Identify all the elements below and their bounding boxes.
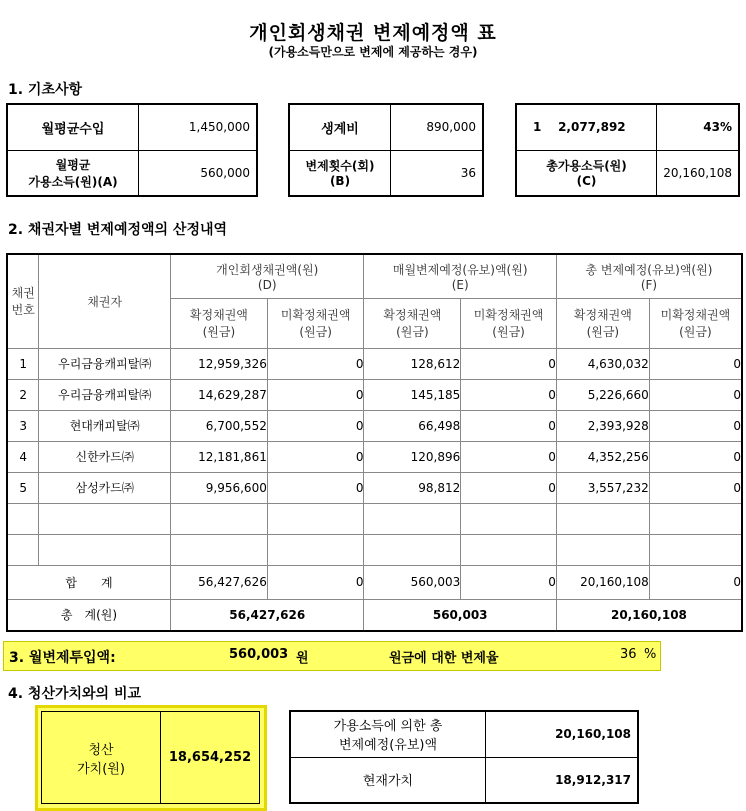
page-subtitle: (가용소득만으로 변제에 제공하는 경우) [268, 45, 478, 59]
total-d: 56,427,626 [170, 599, 364, 631]
section4-heading: 4. 청산가치와의 비교 [8, 686, 141, 702]
total-available-value: 20,160,108 [657, 150, 740, 196]
liquidation-label-line2: 가치(원) [77, 761, 125, 777]
available-income-value: 560,000 [139, 150, 258, 196]
creditor-table [6, 253, 743, 632]
liquidation-value: 18,654,252 [161, 712, 260, 804]
row-f-unconfirmed: 0 [649, 379, 742, 410]
group-d-header [170, 254, 364, 298]
comparison-box [289, 710, 639, 804]
row-d-unconfirmed: 0 [267, 441, 364, 472]
page-title: 개인회생채권 변제예정액 표 [249, 22, 497, 44]
monthly-repayment-amount: 560,003 [229, 647, 289, 662]
row-f-unconfirmed: 0 [649, 441, 742, 472]
row-e-confirmed: 128,612 [364, 348, 461, 379]
row-no: 3 [7, 410, 39, 441]
row-f-confirmed: 5,226,660 [556, 379, 649, 410]
empty-row [7, 534, 742, 565]
table-row [7, 348, 742, 379]
subtotal-label: 합 계 [7, 565, 170, 599]
total-f: 20,160,108 [556, 599, 742, 631]
repayment-count-label-line1: 변제횟수(회) [305, 159, 375, 174]
f-confirmed-header [556, 298, 649, 348]
row-creditor: 삼성카드㈜ [39, 472, 171, 503]
living-cost-value: 890,000 [391, 104, 484, 150]
f-unconfirmed-line1: 미확정채권액 [660, 308, 731, 322]
group-e-header [364, 254, 556, 298]
repayment-count-value: 36 [391, 150, 484, 196]
scheduled-repayment-label [290, 711, 486, 757]
empty-row [7, 503, 742, 534]
living-cost-box [288, 103, 484, 197]
monthly-income-label: 월평균수입 [7, 104, 139, 150]
section1-heading: 1. 기초사항 [8, 82, 83, 98]
row-f-confirmed: 2,393,928 [556, 410, 649, 441]
liquidation-label [42, 712, 161, 804]
repayment-rate-unit: % [644, 647, 657, 662]
table-row [7, 441, 742, 472]
row-creditor: 신한카드㈜ [39, 441, 171, 472]
d-confirmed-line2: (원금) [202, 325, 236, 339]
group-e-header-line1: 매월변제예정(유보)액(원) [392, 262, 528, 277]
d-unconfirmed-header [267, 298, 364, 348]
e-unconfirmed-line2: (원금) [492, 325, 525, 339]
row-e-unconfirmed: 0 [461, 410, 557, 441]
subtotal-f-unconfirmed: 0 [649, 565, 742, 599]
table-row [7, 410, 742, 441]
present-value-label: 현재가치 [290, 757, 486, 803]
row-e-unconfirmed: 0 [461, 441, 557, 472]
row-creditor: 현대캐피탈㈜ [39, 410, 171, 441]
row-e-confirmed: 145,185 [364, 379, 461, 410]
row-f-unconfirmed: 0 [649, 348, 742, 379]
subtotal-d-confirmed: 56,427,626 [170, 565, 267, 599]
row-no: 1 [7, 348, 39, 379]
group-f-header [556, 254, 742, 298]
row-creditor: 우리금융캐피탈㈜ [39, 348, 171, 379]
repayment-rate-label: 원금에 대한 변제율 [389, 651, 499, 666]
row-e-unconfirmed: 0 [461, 379, 557, 410]
scheduled-repayment-label-line2: 변제예정(유보)액 [338, 738, 438, 754]
row-d-confirmed: 12,959,326 [170, 348, 267, 379]
subtotal-e-unconfirmed: 0 [461, 565, 557, 599]
row-f-unconfirmed: 0 [649, 410, 742, 441]
repayment-rate-value: 36 [620, 647, 637, 662]
e-unconfirmed-header [461, 298, 557, 348]
table-row [7, 472, 742, 503]
box3-percent: 43% [657, 104, 740, 150]
row-d-unconfirmed: 0 [267, 379, 364, 410]
group-e-header-line2: (E) [451, 277, 469, 292]
total-e: 560,003 [364, 599, 556, 631]
row-d-confirmed: 9,956,600 [170, 472, 267, 503]
row-d-confirmed: 14,629,287 [170, 379, 267, 410]
subtotal-e-confirmed: 560,003 [364, 565, 461, 599]
row-d-confirmed: 6,700,552 [170, 410, 267, 441]
group-f-header-line2: (F) [640, 277, 658, 292]
available-income-label-line2: 가용소득(원)(A) [28, 174, 118, 189]
liquidation-table [41, 711, 260, 804]
row-f-confirmed: 4,630,032 [556, 348, 649, 379]
d-unconfirmed-line2: (원금) [299, 325, 332, 339]
row-no: 2 [7, 379, 39, 410]
total-available-label [516, 150, 657, 196]
group-f-header-line1: 총 변제예정(유보)액(원) [585, 262, 713, 277]
repayment-count-label-line2: (B) [329, 174, 351, 189]
total-available-box [515, 103, 740, 197]
scheduled-repayment-value: 20,160,108 [486, 711, 639, 757]
subtotal-f-confirmed: 20,160,108 [556, 565, 649, 599]
row-d-unconfirmed: 0 [267, 348, 364, 379]
repayment-count-label [289, 150, 391, 196]
row-creditor: 우리금융캐피탈㈜ [39, 379, 171, 410]
row-e-unconfirmed: 0 [461, 472, 557, 503]
f-unconfirmed-header [649, 298, 742, 348]
d-unconfirmed-line1: 미확정채권액 [280, 308, 351, 322]
e-confirmed-line2: (원금) [396, 325, 429, 339]
monthly-repayment-label: 3. 월변제투입액: [9, 650, 116, 666]
d-confirmed-line1: 확정채권액 [189, 308, 248, 322]
row-e-confirmed: 66,498 [364, 410, 461, 441]
e-confirmed-header [364, 298, 461, 348]
liquidation-value-box [35, 705, 267, 811]
scheduled-repayment-label-line1: 가용소득에 의한 총 [333, 719, 443, 735]
col-no-header-line2: 번호 [11, 303, 35, 318]
box3-first-cell [516, 104, 657, 150]
available-income-label-line1: 월평균 [55, 157, 91, 172]
row-e-unconfirmed: 0 [461, 348, 557, 379]
f-confirmed-line1: 확정채권액 [573, 308, 632, 322]
row-d-unconfirmed: 0 [267, 410, 364, 441]
row-f-confirmed: 4,352,256 [556, 441, 649, 472]
box3-value: 2,077,892 [558, 120, 626, 135]
col-no-header [7, 254, 39, 348]
row-f-confirmed: 3,557,232 [556, 472, 649, 503]
total-available-label-line1: 총가용소득(원) [546, 159, 627, 174]
table-row [7, 379, 742, 410]
monthly-income-value: 1,450,000 [139, 104, 258, 150]
available-income-label [7, 150, 139, 196]
present-value-value: 18,912,317 [486, 757, 639, 803]
row-no: 4 [7, 441, 39, 472]
f-unconfirmed-line2: (원금) [679, 325, 712, 339]
total-label: 총 계(원) [7, 599, 170, 631]
group-d-header-line2: (D) [257, 277, 277, 292]
liquidation-label-line1: 청산 [88, 742, 114, 758]
col-no-header-line1: 채권 [11, 286, 35, 301]
row-d-confirmed: 12,181,861 [170, 441, 267, 472]
total-available-label-line2: (C) [576, 174, 597, 189]
group-d-header-line1: 개인회생채권액(원) [216, 262, 319, 277]
row-no: 5 [7, 472, 39, 503]
row-d-unconfirmed: 0 [267, 472, 364, 503]
e-confirmed-line1: 확정채권액 [383, 308, 442, 322]
monthly-repayment-bar [3, 641, 661, 671]
subtotal-row [7, 565, 742, 599]
row-f-unconfirmed: 0 [649, 472, 742, 503]
e-unconfirmed-line1: 미확정채권액 [473, 308, 544, 322]
col-creditor-header: 채권자 [39, 254, 171, 348]
total-row [7, 599, 742, 631]
monthly-repayment-unit: 원 [296, 651, 309, 666]
f-confirmed-line2: (원금) [586, 325, 620, 339]
row-e-confirmed: 98,812 [364, 472, 461, 503]
section2-heading: 2. 채권자별 변제예정액의 산정내역 [8, 222, 228, 238]
income-box [6, 103, 258, 197]
living-cost-label: 생계비 [289, 104, 391, 150]
d-confirmed-header [170, 298, 267, 348]
box3-index: 1 [533, 120, 542, 135]
row-e-confirmed: 120,896 [364, 441, 461, 472]
subtotal-d-unconfirmed: 0 [267, 565, 364, 599]
